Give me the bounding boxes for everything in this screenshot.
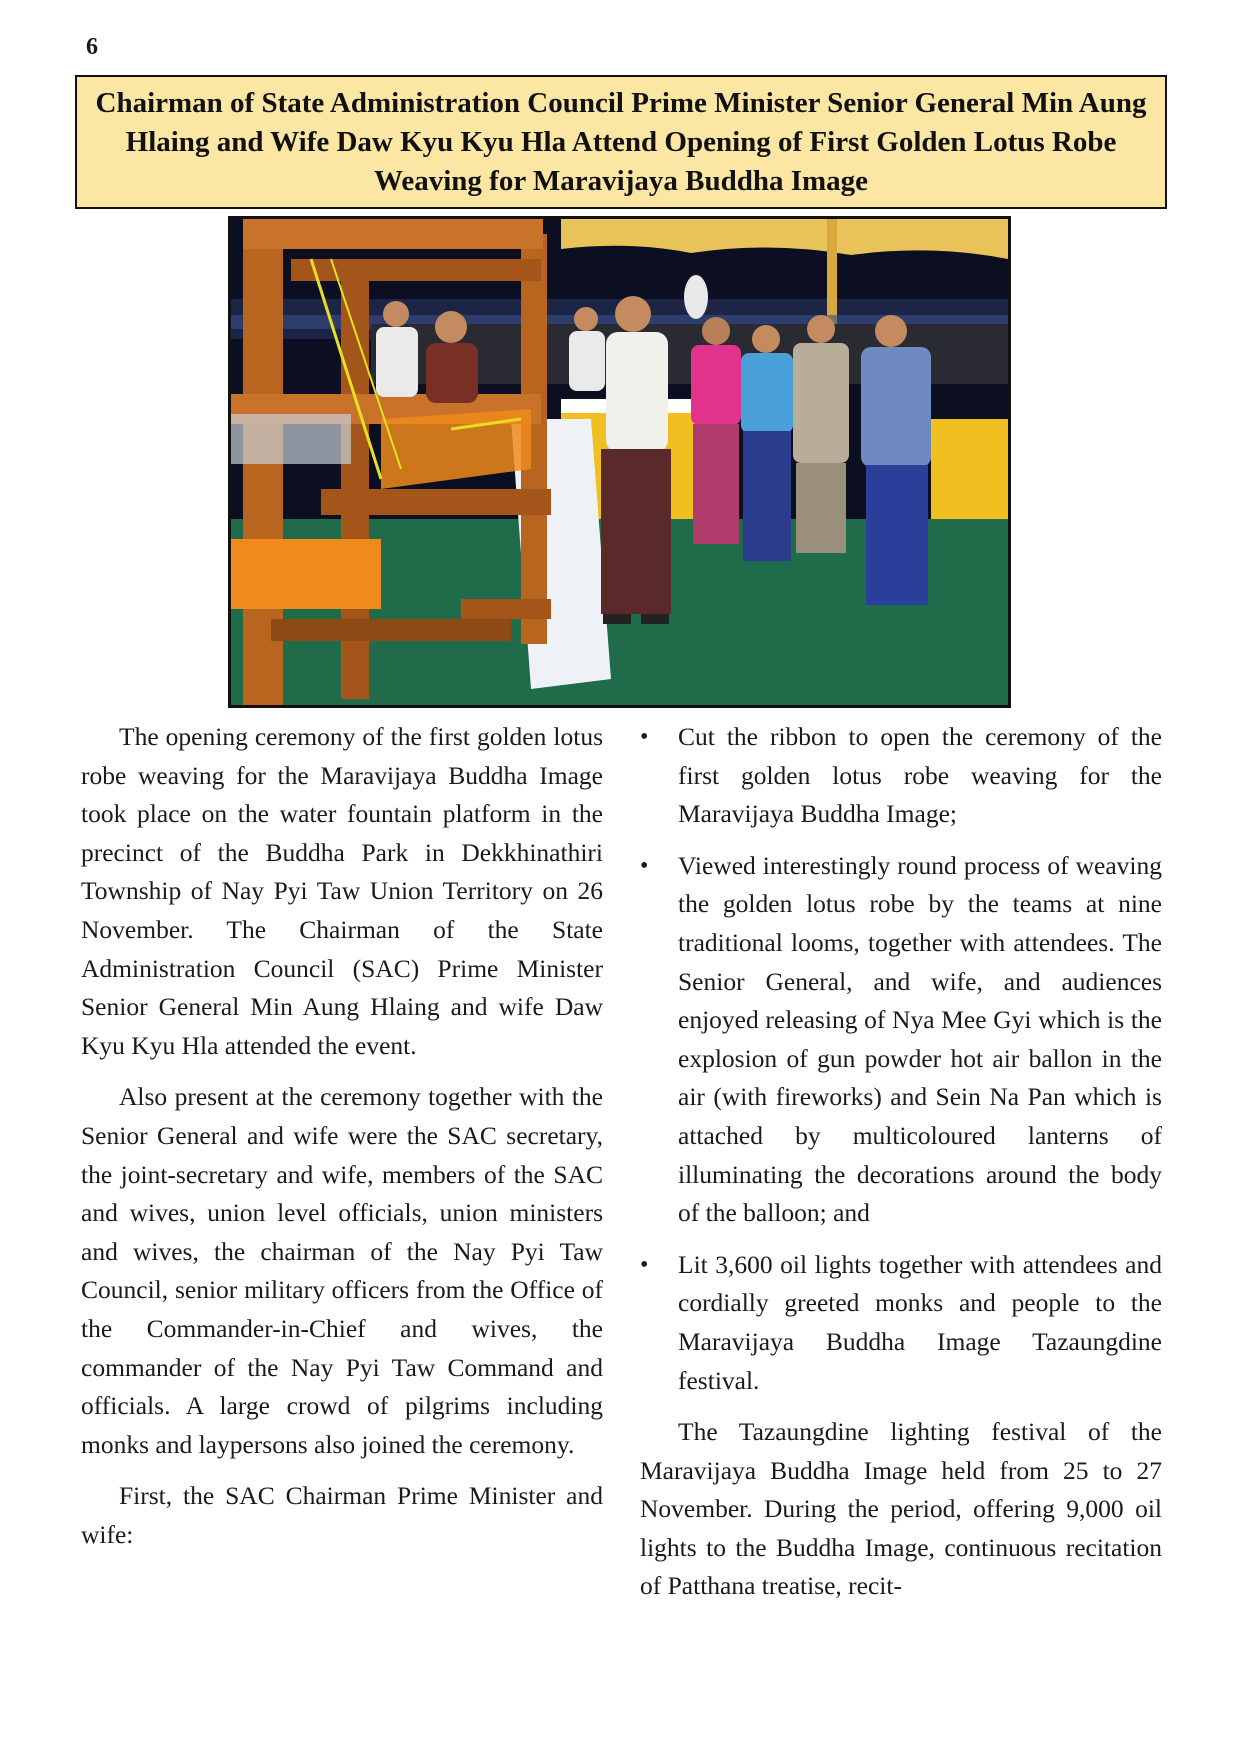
- headline: Chairman of State Administration Council Prime Minister Senior General Min Aung Hlaing and Wife Daw Kyu Kyu Hla Attend Opening of First Golden Lotus Robe Weaving for Maravijaya Buddha Image: [95, 86, 1147, 197]
- orange-cloth: [231, 539, 381, 609]
- loom-ceremony-illustration: [231, 219, 1008, 705]
- senior-general-figure: [601, 296, 671, 624]
- body-paragraph: Also present at the ceremony together with the Senior General and wife were the SAC secretary, the joint-secretary and wife, members of the SAC and wives, union level officials, union ministers and wives, the chairman of the Nay Pyi Taw Council, senior military officers from the Office of the Commander-in-Chief and wives, the commander of the Nay Pyi Taw Command and officials. A large crowd of pilgrims including monks and laypersons also joined the ceremony.: [81, 1082, 603, 1459]
- page-number: 6: [86, 34, 98, 60]
- left-column: [81, 718, 603, 1567]
- bullet-list: [640, 718, 1162, 1400]
- body-paragraph: First, the SAC Chairman Prime Minister and wife:: [81, 1481, 603, 1549]
- right-column: [640, 718, 1162, 1619]
- bullet-item: • Cut the ribbon to open the ceremony of the first golden lotus robe weaving for the Maravijaya Buddha Image;: [640, 718, 1162, 834]
- traditional-loom: [231, 219, 561, 705]
- bullet-item: • Viewed interestingly round process of weaving the golden lotus robe by the teams at nine traditional looms, together with attendees. The Senior General, and wife, and audiences enjoyed releasing of Nya Mee Gyi which is the explosion of gun powder hot air ballon in the air (with fireworks) and Sein Na Pan which is attached by multicoloured lanterns of illuminating the decorations around the body of the balloon; and: [640, 847, 1162, 1233]
- headline-box: [75, 75, 1167, 209]
- bullet-item: • Lit 3,600 oil lights together with attendees and cordially greeted monks and people to the Maravijaya Buddha Image Tazaungdine festival.: [640, 1246, 1162, 1400]
- body-paragraph: The opening ceremony of the first golden lotus robe weaving for the Maravijaya Buddha Image took place on the water fountain platform in the precinct of the Buddha Park in Dekkhinathiri Township of Nay Pyi Taw Union Territory on 26 November. The Chairman of the State Administration Council (SAC) Prime Minister Senior General Min Aung Hlaing and wife Daw Kyu Kyu Hla attended the event.: [81, 722, 603, 1060]
- body-paragraph: The Tazaungdine lighting festival of the Maravijaya Buddha Image held from 25 to 27 November. During the period, offering 9,000 oil lights to the Buddha Image, continuous recitation of Patthana treatise, recit-: [640, 1417, 1162, 1601]
- stupa: [684, 275, 708, 319]
- news-photo: [228, 216, 1011, 708]
